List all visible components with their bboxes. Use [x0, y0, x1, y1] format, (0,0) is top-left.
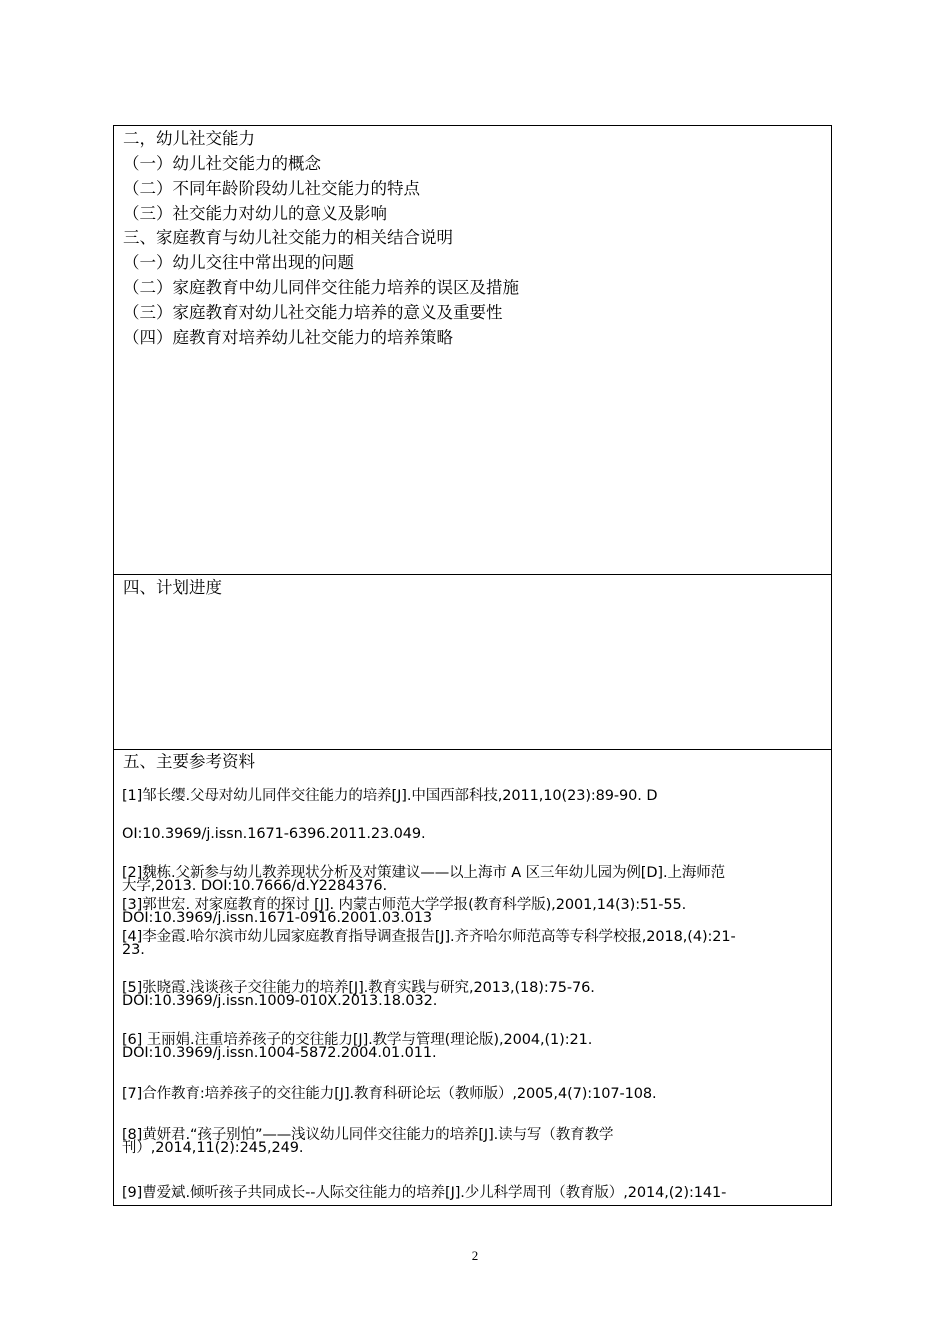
outline-item: （一）幼儿社交能力的概念 — [123, 154, 321, 173]
reference-entry — [122, 1088, 828, 1101]
reference-line: OI:10.3969/j.issn.1671-6396.2011.23.049. — [122, 826, 426, 842]
reference-entry — [122, 1034, 828, 1060]
reference-line: [2]魏栋.父新参与幼儿教养现状分析及对策建议——以上海市 A 区三年幼儿园为例[D].上海师范 — [122, 865, 726, 881]
reference-entry — [122, 867, 828, 893]
reference-entry — [122, 899, 828, 925]
reference-line: DOI:10.3969/j.issn.1671-0916.2001.03.013 — [122, 910, 433, 926]
reference-entry — [122, 1187, 828, 1200]
outline-item: （二）家庭教育中幼儿同伴交往能力培养的误区及措施 — [123, 278, 519, 297]
reference-line: [6] 王丽娟.注重培养孩子的交往能力[J].教学与管理(理论版),2004,(1):21. — [122, 1032, 593, 1048]
outline-heading-3: 三、家庭教育与幼儿社交能力的相关结合说明 — [123, 228, 453, 247]
reference-line: [4]李金霞.哈尔滨市幼儿园家庭教育指导调查报告[J].齐齐哈尔师范高等专科学校报,2018,(4):21- — [122, 929, 736, 945]
outline-item: （三）家庭教育对幼儿社交能力培养的意义及重要性 — [123, 303, 503, 322]
reference-line: [9]曹爱斌.倾听孩子共同成长--人际交往能力的培养[J].少儿科学周刊（教育版）,2014,(2):141- — [122, 1185, 727, 1201]
reference-line: [5]张晓霞.浅谈孩子交往能力的培养[J].教育实践与研究,2013,(18):75-76. — [122, 980, 595, 996]
reference-line: [3]郭世宏. 对家庭教育的探讨 [J]. 内蒙古师范大学学报(教育科学版),2001,14(3):51-55. — [122, 897, 687, 913]
reference-entry — [122, 982, 828, 1008]
reference-line: 23. — [122, 942, 145, 958]
reference-line: DOI:10.3969/j.issn.1009-010X.2013.18.032. — [122, 993, 438, 1009]
outline-item: （二）不同年龄阶段幼儿社交能力的特点 — [123, 179, 420, 198]
reference-line: DOI:10.3969/j.issn.1004-5872.2004.01.011. — [122, 1045, 437, 1061]
reference-line: [8]黄妍君.“孩子别怕”——浅议幼儿同伴交往能力的培养[J].读与写（教育教学 — [122, 1127, 614, 1143]
outline-item: （四）庭教育对培养幼儿社交能力的培养策略 — [123, 328, 453, 347]
reference-line: [7]合作教育:培养孩子的交往能力[J].教育科研论坛（教师版）,2005,4(7):107-108. — [122, 1086, 657, 1102]
references-title: 五、主要参考资料 — [123, 752, 255, 771]
schedule-section — [114, 575, 831, 750]
reference-entry — [122, 1129, 828, 1155]
schedule-title: 四、计划进度 — [123, 578, 222, 597]
reference-entry — [122, 790, 828, 803]
references-section — [114, 750, 831, 1205]
outline-item: （三）社交能力对幼儿的意义及影响 — [123, 204, 387, 223]
outline-item: （一）幼儿交往中常出现的问题 — [123, 253, 354, 272]
reference-line: [1]邹长缨.父母对幼儿同伴交往能力的培养[J].中国西部科技,2011,10(23):89-90. D — [122, 788, 658, 804]
reference-line: 刊）,2014,11(2):245,249. — [122, 1140, 304, 1156]
outline-heading-2: 二，幼儿社交能力 — [123, 129, 255, 148]
reference-entry — [122, 931, 828, 957]
page-number: 2 — [471, 1248, 479, 1263]
outline-section — [114, 126, 831, 575]
proposal-table — [113, 125, 832, 1206]
reference-line: 大学,2013. DOI:10.7666/d.Y2284376. — [122, 878, 387, 894]
reference-entry — [122, 828, 828, 841]
